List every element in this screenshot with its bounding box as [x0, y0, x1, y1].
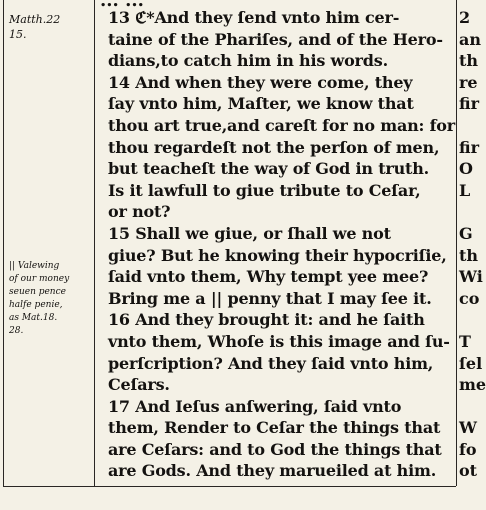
margin-note-penny: || Valewing of our money seuen pence halfe penie, as Mat.18. 28.: [9, 261, 70, 336]
right-column-rule: [456, 0, 457, 486]
verse-line: giue? But he knowing their hypocriſie,: [108, 245, 447, 265]
verse-line: are Ceſars: and to God the things that: [108, 439, 442, 459]
cropped-top-line: ... ...: [100, 0, 144, 11]
verse-line: 17 And Ieſus anſwering, ſaid vnto: [108, 396, 402, 416]
margin-divider-rule: [94, 0, 95, 486]
verse-line: vnto them, Whoſe is this image and ſu-: [108, 331, 450, 351]
verse-line: 15 Shall we giue, or ſhall we not: [108, 223, 391, 243]
verse-line: perſcription? And they ſaid vnto him,: [108, 353, 434, 373]
verse-line: are Gods. And they marueiled at him.: [108, 461, 437, 481]
verse-line: 14 And when they were come, they: [108, 72, 413, 92]
verse-line: 16 And they brought it: and he ſaith: [108, 310, 425, 330]
verse-line: Bring me a || penny that I may ſee it.: [108, 288, 432, 308]
margin-reference-matthew: Matth.22 15.: [9, 13, 61, 41]
verse-line: thou regardeſt not the perſon of men,: [108, 137, 440, 157]
verse-line: taine of the Phariſes, and of the Hero-: [108, 29, 443, 49]
bottom-border-rule: [3, 486, 456, 487]
verse-line: thou art true,and careſt for no man: for: [108, 115, 456, 135]
verse-text-column: [108, 7, 454, 482]
verse-line: them, Render to Ceſar the things that: [108, 418, 441, 438]
verse-line: but teacheſt the way of God in truth.: [108, 159, 430, 179]
adjacent-column-fragment: 2 an th re fir fir O L G th Wi co T ſel me W fo ot: [459, 8, 486, 481]
verse-line: or not?: [108, 202, 171, 222]
verse-line: Ceſars.: [108, 375, 170, 395]
verse-line: ſay vnto him, Maſter, we know that: [108, 94, 414, 114]
verse-line: 13 ℭ*And they ſend vnto him cer-: [108, 8, 400, 27]
left-border-rule: [3, 0, 4, 486]
verse-line: Is it lawfull to giue tribute to Ceſar,: [108, 180, 421, 200]
verse-line: dians,to catch him in his words.: [108, 51, 388, 71]
verse-line: ſaid vnto them, Why tempt yee mee?: [108, 267, 429, 287]
